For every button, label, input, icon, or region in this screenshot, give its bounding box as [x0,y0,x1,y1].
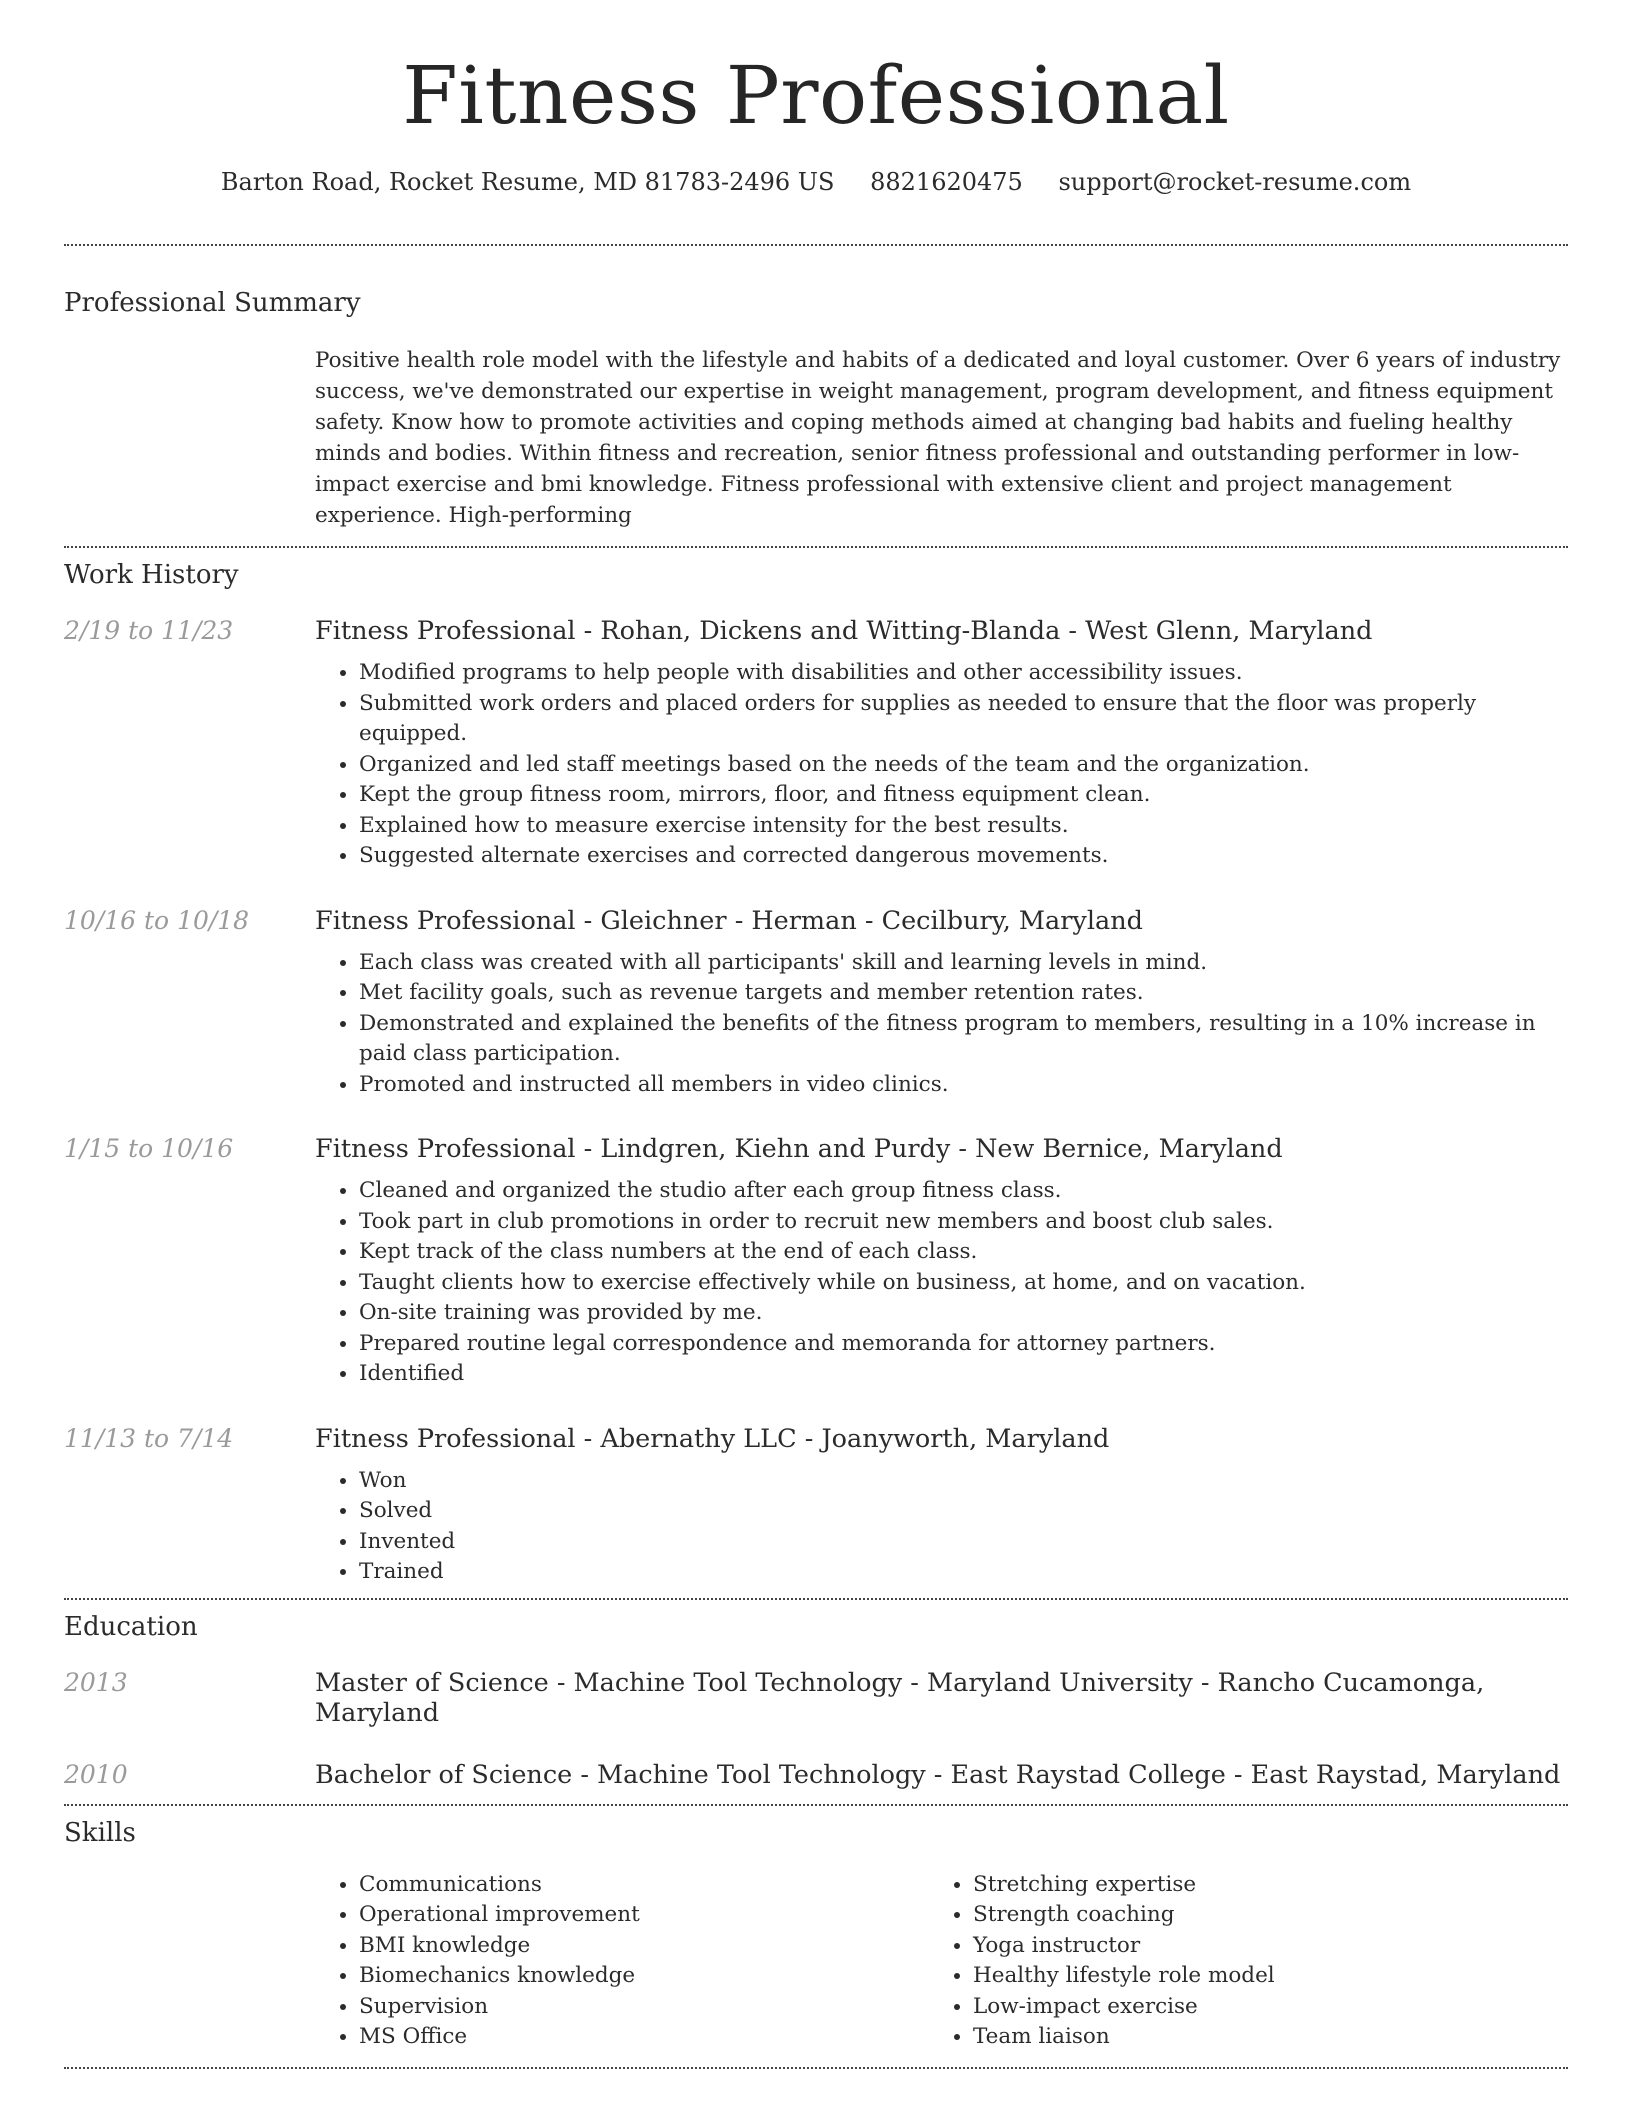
phone: 8821620475 [870,168,1023,196]
list-item: • Operational improvement [359,1900,929,1931]
education-heading: Education [64,1611,198,1642]
list-item: • Prepared routine legal correspondence and memoranda for attorney partners. [359,1329,1568,1360]
list-item: • Solved [359,1496,1568,1527]
list-item: • Taught clients how to exercise effectively while on business, at home, and on vacation. [359,1268,1568,1299]
job-title: Fitness Professional - Abernathy LLC - Joanyworth, Maryland [315,1423,1110,1454]
divider [64,546,1568,548]
email: support@rocket-resume.com [1058,168,1412,196]
list-item: • Low-impact exercise [973,1992,1543,2023]
job-entry [64,906,1568,1101]
education-title: Master of Science - Machine Tool Technology - Maryland University - Rancho Cucamonga, Maryland [315,1667,1485,1728]
list-item: • Strength coaching [973,1900,1543,1931]
list-item: • Cleaned and organized the studio after each group fitness class. [359,1176,1568,1207]
skills-column-left [315,1870,929,2053]
list-item: • Trained [359,1557,1568,1588]
job-date: 1/15 to 10/16 [64,1134,234,1163]
summary-heading: Professional Summary [64,288,361,318]
list-item: • Modified programs to help people with disabilities and other accessibility issues. [359,658,1568,689]
divider [64,244,1568,246]
job-bullets [315,948,1568,1101]
list-item: • Submitted work orders and placed orders for supplies as needed to ensure that the floor was properly equipped. [359,689,1568,750]
divider [64,1804,1568,1806]
candidate-name: Fitness Professional [402,49,1230,142]
job-date: 10/16 to 10/18 [64,905,250,935]
job-entry [64,616,1568,872]
list-item: • Supervision [359,1992,929,2023]
list-item: • MS Office [359,2022,929,2053]
work-history-heading: Work History [64,560,239,590]
job-title: Fitness Professional - Gleichner - Herman - Cecilbury, Maryland [315,905,1143,936]
job-date: 11/13 to 7/14 [64,1423,234,1453]
education-date: 2013 [64,1667,128,1697]
list-item: • Stretching expertise [973,1870,1543,1901]
list-item: • Invented [359,1527,1568,1558]
resume-page [64,0,1568,2069]
list-item: • Healthy lifestyle role model [973,1961,1543,1992]
list-item: • Yoga instructor [973,1931,1543,1962]
job-bullets [315,658,1568,872]
summary-text: Positive health role model with the lifestyle and habits of a dedicated and loyal customer. Over 6 years of industry success, we've demonstrated our expertise in weight management, program development, and fitness equipment safety. Know how to promote activities and coping methods aimed at changing bad habits and fueling healthy minds and bodies. Within fitness and recreation, senior fitness professional and outstanding performer in low-impact exercise and bmi knowledge. Fitness professional with extensive client and project management experience. High-performing [315,348,1561,528]
list-item: • Identified [359,1359,1568,1390]
job-date: 2/19 to 11/23 [64,616,234,645]
divider [64,1598,1568,1600]
job-entry [64,1134,1568,1390]
list-item: • Suggested alternate exercises and corrected dangerous movements. [359,841,1568,872]
list-item: • Organized and led staff meetings based on the needs of the team and the organization. [359,750,1568,781]
job-title: Fitness Professional - Rohan, Dickens and Witting-Blanda - West Glenn, Maryland [315,616,1373,646]
job-bullets [315,1466,1568,1588]
list-item: • Each class was created with all participants' skill and learning levels in mind. [359,948,1568,979]
education-date: 2010 [64,1759,128,1789]
list-item: • Explained how to measure exercise intensity for the best results. [359,811,1568,842]
list-item: • Kept the group fitness room, mirrors, floor, and fitness equipment clean. [359,780,1568,811]
list-item: • Kept track of the class numbers at the end of each class. [359,1237,1568,1268]
list-item: • Promoted and instructed all members in video clinics. [359,1070,1568,1101]
list-item: • Communications [359,1870,929,1901]
list-item: • BMI knowledge [359,1931,929,1962]
contact-line [64,168,1568,196]
skills-column-right [929,1870,1543,2053]
address: Barton Road, Rocket Resume, MD 81783-2496 US [220,168,835,196]
list-item: • Demonstrated and explained the benefits of the fitness program to members, resulting in a 10% increase in paid class participation. [359,1009,1568,1070]
divider [64,2067,1568,2069]
list-item: • Won [359,1466,1568,1497]
job-entry [64,1424,1568,1588]
skills-grid [315,1870,1568,2053]
education-entry [64,1668,1568,1728]
list-item: • Team liaison [973,2022,1543,2053]
education-title: Bachelor of Science - Machine Tool Technology - East Raystad College - East Raystad, Maryland [315,1759,1561,1790]
job-bullets [315,1176,1568,1390]
job-title: Fitness Professional - Lindgren, Kiehn and Purdy - New Bernice, Maryland [315,1134,1283,1164]
list-item: • On-site training was provided by me. [359,1298,1568,1329]
education-entry [64,1760,1568,1790]
list-item: • Biomechanics knowledge [359,1961,929,1992]
skills-heading: Skills [64,1817,136,1848]
list-item: • Met facility goals, such as revenue targets and member retention rates. [359,978,1568,1009]
list-item: • Took part in club promotions in order to recruit new members and boost club sales. [359,1207,1568,1238]
